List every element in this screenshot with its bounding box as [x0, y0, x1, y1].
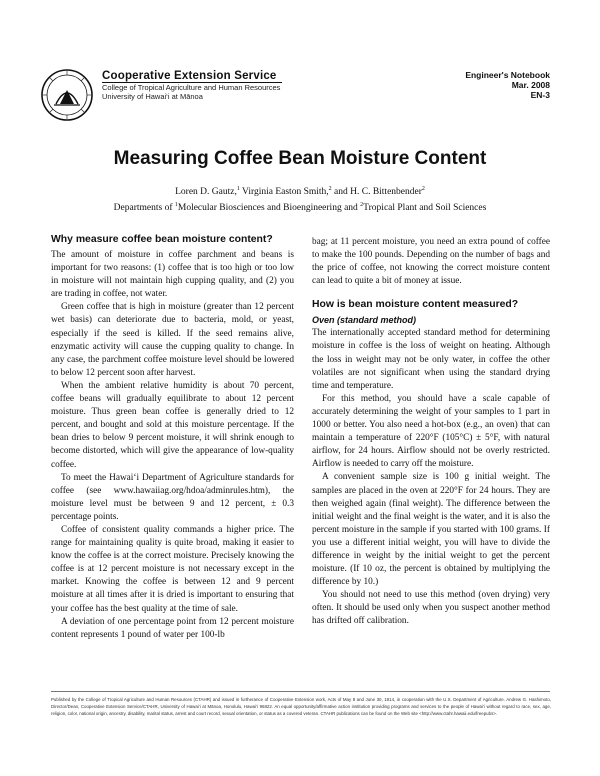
college-name: College of Tropical Agriculture and Human Resources	[102, 83, 281, 92]
section-heading-why: Why measure coffee bean moisture content?	[51, 234, 273, 245]
paragraph: When the ambient relative humidity is about 70 percent, coffee beans will gradually equilibrate to about 12 percent moisture. Thus green bean coffee is generally dried to 12 percent, and bought and sold at this moisture percentage. If the bean dries to below 9 percent moisture, it will shrink enough to become distorted, which will give the appearance of low-quality coffee.	[51, 380, 294, 470]
paragraph: Coffee of consistent quality commands a higher price. The range for maintaining quality is quite broad, making it easier to know the coffee is at the correct moisture. Precisely knowing the coffee is at 12 percent moisture is not necessary except in the market. Knowing the coffee is between 12 and 9 percent moisture at all times after it is dried is important to ensuring that your coffee has the best quality at the time of sale.	[51, 524, 294, 614]
author-2-affiliation: 2	[328, 186, 332, 192]
publication-code: EN-3	[530, 90, 550, 100]
footer-rule	[51, 691, 550, 692]
organization-rule	[102, 82, 282, 83]
department-1-marker: 1	[174, 202, 178, 209]
organization-block	[102, 70, 280, 101]
departments	[0, 199, 600, 215]
section-heading-how: How is bean moisture content measured?	[312, 299, 519, 311]
page-title: Measuring Coffee Bean Moisture Content	[113, 148, 487, 169]
paragraph: A convenient sample size is 100 g initial weight. The samples are placed in the oven at 220°F for 24 hours. They are then weighed again (final weight). The difference between the initial weight and the final weight is the water, and it is also the percent moisture in the sample if you started with 100 grams. If you use a different initial weight, you will have to divide the difference in weight by the initial weight to get the percent moisture. (If 10 oz, the percent is obtained by multiplying the difference by 10.)	[312, 472, 550, 588]
series-name: Engineer's Notebook	[465, 70, 550, 80]
authors-block	[0, 183, 600, 215]
right-column	[312, 236, 550, 629]
department-2: Tropical Plant and Soil Sciences	[363, 203, 487, 214]
department-1: Molecular Biosciences and Bioengineering and	[177, 203, 361, 214]
footer-text: Published by the College of Tropical Agriculture and Human Resources (CTAHR) and issued in furtherance of Cooperative Extension work, Acts of May 8 and June 30, 1914, in cooperation with the U.S. Department of Agriculture. Andrew G. Hashimoto, Director/Dean, Cooperative Extension Service/CTAHR, University of Hawai‘i at Mānoa, Honolulu, Hawai‘i 96822. An equal opportunity/affirmative action institution providing programs and services to the people of Hawai‘i without regard to race, sex, age, religion, color, national origin, ancestry, disability, marital status, arrest and court record, sexual orientation, or status as a covered veteran. CTAHR publications can be found on the Web site <http://www.ctahr.hawaii.edu/freepubs>.	[51, 697, 551, 716]
author-2: Virginia Easton Smith,	[239, 187, 329, 198]
left-column	[51, 233, 294, 642]
paragraph: To meet the Hawai‘i Department of Agriculture standards for coffee (see www.hawaiiag.org/hdoa/adminrules.htm), the moisture level must be between 9 and 12 percent, ± 0.3 percentage points.	[51, 472, 294, 522]
subsection-heading-oven: Oven (standard method)	[312, 315, 417, 326]
author-1: Loren D. Gautz,	[175, 187, 237, 198]
university-seal-logo	[40, 68, 94, 122]
paragraph: For this method, you should have a scale capable of accurately determining the weight of your samples to 1 part in 1000 or better. You also need a hot-box (e.g., an oven) that can maintain a temperature of 220°F (105°C) ± 5°F, with natural airflow, for 24 hours. Airflow should not be overly restricted. Airflow is needed to carry off the moisture.	[312, 393, 550, 470]
paragraph: bag; at 11 percent moisture, you need an extra pound of coffee to make the 100 pounds. Depending on the number of bags and the price of coffee, not knowing the correct moisture content can lead to quite a bit of money at issue.	[312, 237, 550, 287]
departments-prefix: Departments of	[113, 203, 175, 214]
author-1-affiliation: 1	[236, 186, 240, 192]
paragraph: Green coffee that is high in moisture (greater than 12 percent wet basis) can deteriorate due to bacteria, mold, or yeast, especially if the seed is killed. If the seed remains alive, enzymatic activity will cause the cupping quality to change. In any case, the parchment coffee moisture level should be lowered to below 12 percent soon after harvest.	[51, 302, 294, 378]
publication-date: Mar. 2008	[511, 80, 550, 90]
paragraph: A deviation of one percentage point from 12 percent moisture content represents 1 pound of water per 100-lb	[51, 616, 294, 640]
series-info	[465, 70, 550, 100]
author-3-affiliation: 2	[421, 186, 425, 192]
author-3: and H. C. Bittenbender	[331, 187, 422, 198]
paragraph: The amount of moisture in coffee parchment and beans is important for two reasons: (1) coffee that is too high or too low in moisture will not maintain high cupping quality, and (2) you are trading in coffee, not water.	[51, 250, 294, 300]
paragraph: You should not need to use this method (oven drying) very often. It should be used only when you suspect another method has drifted off calibration.	[312, 590, 550, 627]
organization-name: Cooperative Extension Service	[102, 70, 277, 82]
author-names	[0, 183, 600, 199]
department-2-marker: 2	[360, 202, 364, 209]
university-name: University of Hawai‘i at Mānoa	[102, 91, 203, 101]
paragraph: The internationally accepted standard method for determining moisture in coffee is the loss of weight on heating. Although the loss in weight may not be only water, in coffee the other volatiles are not significant when using the standard drying time and temperature.	[312, 328, 550, 391]
